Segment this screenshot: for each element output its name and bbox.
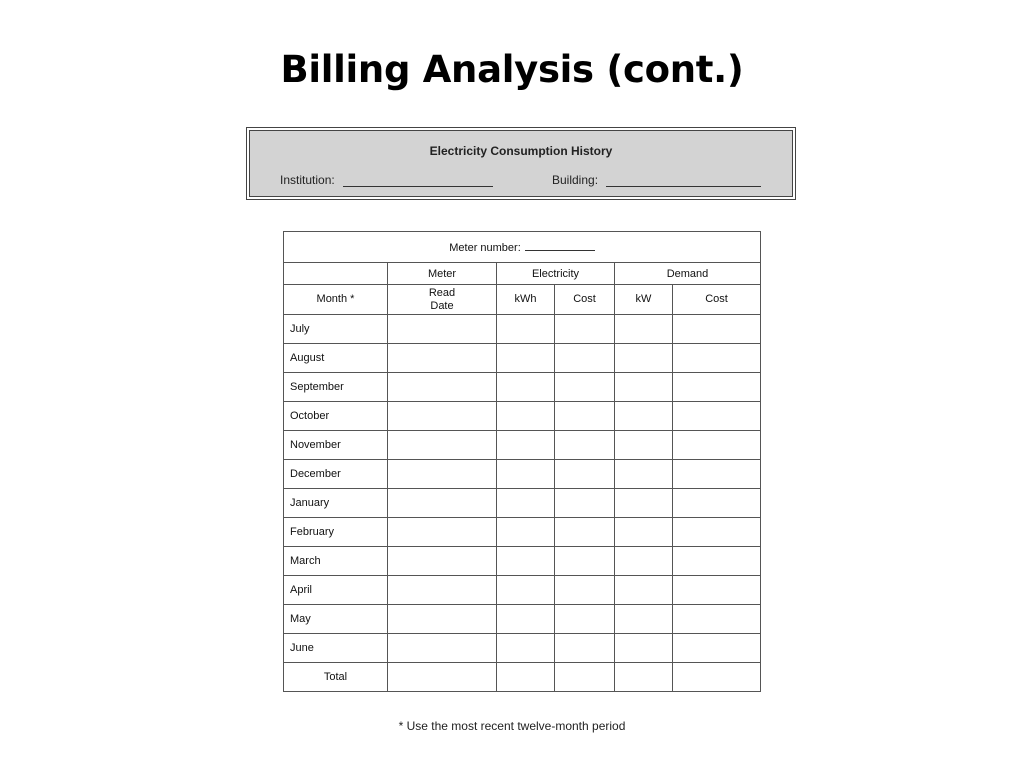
table-cell [497,547,555,576]
table-cell [673,634,761,663]
month-label: August [284,344,388,373]
col-header-date: Date [430,299,454,312]
footnote: * Use the most recent twelve-month period [398,719,626,733]
table-cell [673,344,761,373]
table-cell [555,663,615,692]
building-blank [606,174,761,187]
form-header-title: Electricity Consumption History [429,144,613,158]
table-row [284,605,761,634]
table-cell [615,373,673,402]
table-cell [673,605,761,634]
table-cell [673,315,761,344]
table-cell [615,460,673,489]
table-cell [615,518,673,547]
meter-number-blank [525,240,595,251]
table-cell [497,460,555,489]
slide-title: Billing Analysis (cont.) [280,48,744,91]
table-row [284,489,761,518]
table-cell [615,315,673,344]
table-cell [497,663,555,692]
table-cell [497,402,555,431]
table-cell [497,634,555,663]
table-cell [615,344,673,373]
total-label: Total [284,663,388,692]
table-cell [388,431,497,460]
table-cell [615,576,673,605]
table-cell [555,315,615,344]
month-label: October [284,402,388,431]
table-cell [555,547,615,576]
table-cell [673,402,761,431]
table-row [284,431,761,460]
table-cell [555,576,615,605]
group-header-meter: Meter [388,263,497,285]
total-row [284,663,761,692]
table-cell [615,489,673,518]
table-cell [497,431,555,460]
table-row [284,634,761,663]
col-header-read: Read [428,286,456,299]
table-cell [388,605,497,634]
table-cell [497,344,555,373]
table-cell [388,634,497,663]
table-cell [388,576,497,605]
meter-number-cell [284,232,761,263]
month-label: September [284,373,388,402]
month-label: May [284,605,388,634]
col-header-read-date [388,285,497,315]
table-cell [555,489,615,518]
table-row [284,576,761,605]
table-cell [673,431,761,460]
month-label: June [284,634,388,663]
col-header-kw: kW [615,285,673,315]
table-row [284,315,761,344]
table-cell [388,489,497,518]
table-cell [673,460,761,489]
month-rows [284,315,761,663]
table-cell [673,518,761,547]
table-cell [497,518,555,547]
table-row [284,402,761,431]
form-header [249,130,793,197]
table-row [284,547,761,576]
month-label: November [284,431,388,460]
table-cell [555,402,615,431]
institution-blank [343,174,493,187]
table-cell [555,344,615,373]
table-cell [388,547,497,576]
col-header-electricity-cost: Cost [555,285,615,315]
table-cell [555,605,615,634]
form-header-box [246,127,796,200]
table-cell [497,605,555,634]
table-cell [673,489,761,518]
table-cell [615,402,673,431]
table-row [284,518,761,547]
group-header-electricity: Electricity [497,263,615,285]
table-cell [673,547,761,576]
table-row [284,344,761,373]
table-cell [388,315,497,344]
building-field [552,173,761,187]
table-cell [497,576,555,605]
table-cell [615,605,673,634]
table-cell [388,518,497,547]
month-label: February [284,518,388,547]
table-cell [615,431,673,460]
institution-label: Institution: [280,173,335,187]
month-label: July [284,315,388,344]
column-header-row [284,285,761,315]
group-header-demand: Demand [615,263,761,285]
institution-field [280,173,493,187]
table-cell [673,576,761,605]
table-cell [555,460,615,489]
table-cell [615,547,673,576]
month-label: April [284,576,388,605]
table-cell [555,431,615,460]
table-cell [615,663,673,692]
col-header-month: Month * [284,285,388,315]
group-header-row [284,263,761,285]
table-row [284,460,761,489]
table-cell [555,634,615,663]
table-cell [388,460,497,489]
table-cell [388,663,497,692]
table-cell [388,344,497,373]
table-cell [673,373,761,402]
table-row [284,373,761,402]
group-header-empty [284,263,388,285]
table-cell [388,373,497,402]
col-header-kwh: kWh [497,285,555,315]
building-label: Building: [552,173,599,187]
consumption-table [283,231,761,692]
table-cell [497,315,555,344]
table-cell [673,663,761,692]
table-cell [497,489,555,518]
table-cell [497,373,555,402]
table-cell [615,634,673,663]
col-header-demand-cost: Cost [673,285,761,315]
month-label: January [284,489,388,518]
table-cell [388,402,497,431]
table-cell [555,518,615,547]
table-cell [555,373,615,402]
month-label: March [284,547,388,576]
meter-number-row [284,232,761,263]
meter-number-label: Meter number: [449,242,521,254]
month-label: December [284,460,388,489]
